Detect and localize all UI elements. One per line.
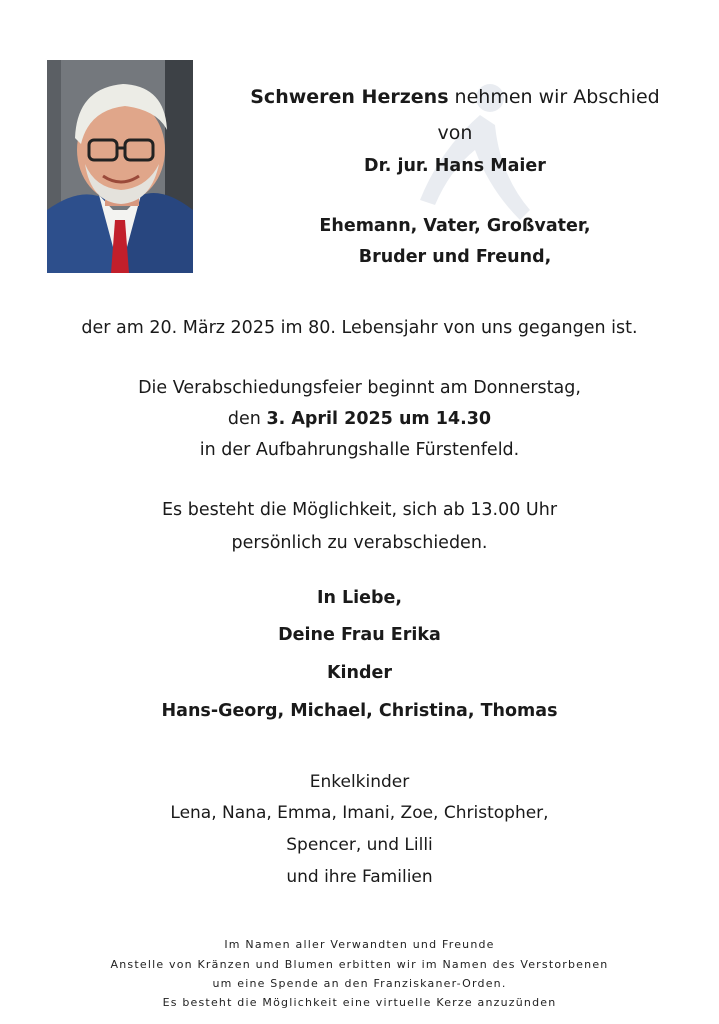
grandchildren-line-3: Spencer, und Lilli <box>286 835 433 855</box>
farewell-line-2: persönlich zu verabschieden. <box>231 533 488 553</box>
death-line: der am 20. März 2025 im 80. Lebensjahr von uns gegangen ist. <box>81 318 638 338</box>
ceremony-line-1: Die Verabschiedungsfeier beginnt am Donnerstag, <box>138 378 581 398</box>
footer-line-3: um eine Spende an den Franziskaner-Orden. <box>212 977 507 990</box>
roles-line-1: Ehemann, Vater, Großvater, <box>319 216 591 236</box>
ceremony-date: 3. April 2025 um 14.30 <box>266 409 492 429</box>
grandchildren-line-1: Enkelkinder <box>309 772 410 792</box>
footer-line-2: Anstelle von Kränzen und Blumen erbitten wir im Namen des Verstorbenen <box>110 958 609 971</box>
ceremony-line-2 <box>0 409 719 429</box>
deceased-name: Dr. jur. Hans Maier <box>364 156 546 176</box>
family-line-4: Hans-Georg, Michael, Christina, Thomas <box>161 701 558 721</box>
header-von: von <box>437 122 473 144</box>
footer-line-1: Im Namen aller Verwandten und Freunde <box>224 938 495 951</box>
family-line-1: In Liebe, <box>316 588 403 608</box>
ceremony-date-prefix: den <box>227 409 267 429</box>
footer-line-4: Es besteht die Möglichkeit eine virtuelle Kerze anzuzünden <box>162 996 557 1009</box>
portrait-photo <box>47 60 193 273</box>
grandchildren-line-2: Lena, Nana, Emma, Imani, Zoe, Christopher, <box>170 803 549 823</box>
family-line-3: Kinder <box>326 663 393 683</box>
roles-line-2: Bruder und Freund, <box>358 247 552 267</box>
header-title <box>205 86 705 108</box>
ceremony-line-3: in der Aufbahrungshalle Fürstenfeld. <box>199 440 520 460</box>
family-line-2: Deine Frau Erika <box>278 625 441 645</box>
farewell-line-1: Es besteht die Möglichkeit, sich ab 13.00 Uhr <box>161 500 558 520</box>
grandchildren-line-4: und ihre Familien <box>286 867 433 887</box>
header-title-rest: nehmen wir Abschied <box>448 86 660 108</box>
header-title-bold: Schweren Herzens <box>250 86 449 108</box>
